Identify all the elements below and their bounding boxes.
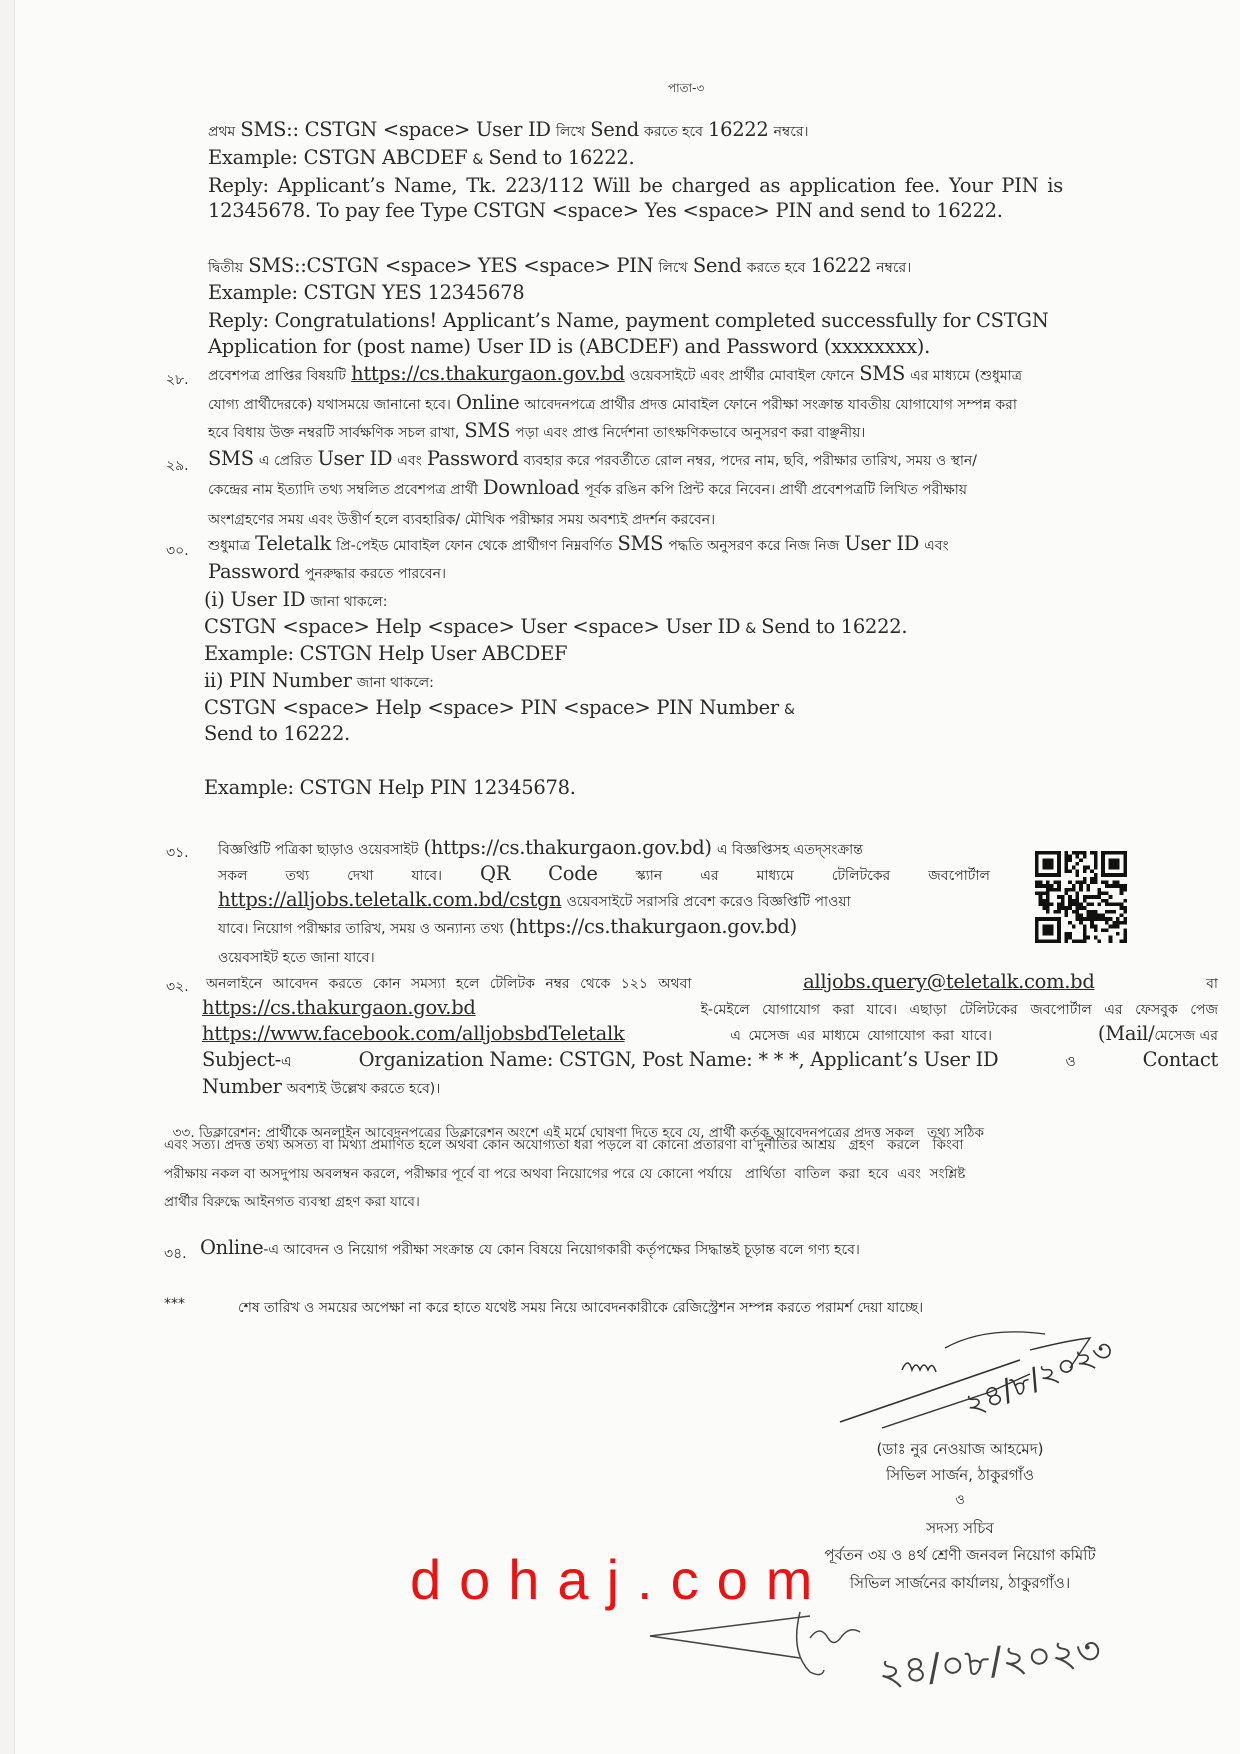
text: User ID	[317, 447, 393, 470]
text: এর মাধ্যমে (শুধুমাত্র	[910, 368, 1022, 384]
text: Number	[202, 1075, 282, 1098]
text: CSTGN <space> Help <space> PIN <space> PIN Number	[204, 696, 779, 719]
text: এ প্রেরিত	[258, 453, 313, 469]
item30-option-ii-example: Example: CSTGN Help PIN 12345678.	[204, 776, 576, 799]
text: Online	[456, 391, 520, 414]
text: সকল	[218, 868, 248, 884]
signatory-title-3: পূর্বতন ৩য় ও ৪র্থ শ্রেণী জনবল নিয়োগ কমিটি	[824, 1546, 1096, 1564]
text: Password	[208, 560, 300, 583]
text: 16222	[707, 118, 769, 141]
text: এ মেসেজ এর মাধ্যমে যোগাযোগ করা যাবে।	[730, 1028, 993, 1044]
text: QR	[480, 862, 511, 885]
note-marker: ***	[164, 1296, 185, 1312]
item30-option-ii-command-2: Send to 16222.	[204, 722, 350, 745]
second-sms-reply-2: Application for (post name) User ID is (ABCDEF) and Password (xxxxxxxx).	[208, 335, 930, 358]
signatory-and: ও	[955, 1493, 965, 1508]
text: CSTGN <space> Help <space> User <space> User ID	[204, 615, 741, 638]
item30-line1	[208, 532, 949, 558]
text: বিজ্ঞপ্তিটি পত্রিকা ছাড়াও ওয়েবসাইট	[218, 842, 419, 858]
text: প্রি-পেইড মোবাইল ফোন থেকে প্রার্থীগণ নিম্নবর্ণিত	[336, 538, 613, 554]
item-number: ২৯.	[166, 458, 189, 474]
item-number: ২৮.	[166, 372, 189, 388]
text: কেন্দ্রের নাম ইত্যাদি তথ্য সম্বলিত প্রবেশপত্র প্রার্থী	[208, 482, 478, 498]
text: SMS	[617, 532, 664, 555]
text: নম্বরে।	[773, 124, 809, 140]
text: এ	[280, 1054, 292, 1070]
scan-edge	[0, 0, 15, 1754]
facebook-link[interactable]: https://www.facebook.com/alljobsbdTeletalk	[202, 1022, 625, 1045]
item30-option-i-command	[204, 615, 907, 638]
item34-line1	[200, 1236, 860, 1262]
text: শুধুমাত্র	[208, 538, 251, 554]
text: Reply: Applicant’s Name, Tk. 223/112 Will be charged as application fee. Your PIN is	[208, 174, 1063, 197]
signatory-title-1: সিভিল সার্জন, ঠাকুরগাঁও	[885, 1466, 1035, 1484]
note-text: শেষ তারিখ ও সময়ের অপেক্ষা না করে হাতে যথেষ্ট সময় নিয়ে আবেদনকারীকে রেজিস্ট্রেশন সম্পন্ন করতে পরামর্শ দেয়া যাচ্ছে।	[238, 1300, 924, 1316]
text: Organization Name: CSTGN, Post Name: * * *, Applicant’s User ID	[358, 1048, 999, 1071]
text: আবেদনপত্রে প্রার্থীর প্রদত্ত মোবাইল ফোনে পরীক্ষা সংক্রান্ত যাবতীয় যোগাযোগ সম্পন্ন করা	[524, 397, 1017, 413]
text: SMS	[208, 447, 254, 470]
watermark: dohaj.com	[410, 1548, 831, 1611]
item31-line5: ওয়েবসাইট হতে জানা যাবে।	[218, 950, 375, 966]
text: এ বিজ্ঞপ্তিসহ এতদ্‌সংক্রান্ত	[716, 842, 863, 858]
item30-option-ii	[204, 669, 434, 695]
item33-line3: পরীক্ষায় নকল বা অসদুপায় অবলম্বন করলে, পরীক্ষার পূর্বে বা পরে অথবা নিয়োগের পরে যে কোনো পর্যায়ে প্রার্থিতা বাতিল করা হবে এবং সংশ্লিষ্ট	[164, 1166, 966, 1182]
text: যাবে।	[411, 868, 443, 884]
text: মেসেজ এর	[1154, 1028, 1218, 1044]
text: Example: CSTGN ABCDEF	[208, 146, 468, 169]
item-number: ৩৪.	[164, 1246, 187, 1262]
text: তথ্য	[285, 868, 310, 884]
text: অনলাইনে আবেদন করতে কোন সমস্যা হলে টেলিটক নম্বর থেকে ১২১ অথবা	[206, 976, 692, 992]
website-link[interactable]: https://cs.thakurgaon.gov.bd	[202, 996, 476, 1019]
text: ও	[1065, 1054, 1076, 1070]
item-number: ৩০.	[166, 543, 189, 559]
text: &	[783, 702, 795, 718]
text: দেখা	[347, 868, 374, 884]
item33-line2: এবং সত্য। প্রদত্ত তথ্য অসত্য বা মিথ্যা প্রমাণিত হলে অথবা কোন অযোগ্যতা ধরা পড়লে বা কোনো প্রতারণা বা দুর্নীতির আশ্রয় গ্রহণ করলে কিংবা	[164, 1137, 964, 1153]
text: জবপোর্টাল	[928, 868, 990, 884]
page-label: পাতা-৩	[668, 81, 705, 95]
signature-date-1: ২৪/৮/২০২৩	[959, 1332, 1119, 1424]
text: এর	[700, 868, 719, 884]
signatory-name: (ডাঃ নুর নেওয়াজ আহমেদ)	[876, 1440, 1044, 1458]
text: ii) PIN Number	[204, 669, 352, 692]
text: এবং	[924, 538, 949, 554]
item28-line3	[208, 419, 865, 445]
signature-2	[640, 1598, 1120, 1718]
text: ই-মেইলে যোগাযোগ করা যাবে। এছাড়া টেলিটকের জবপোর্টাল এর ফেসবুক পেজ	[700, 1002, 1218, 1018]
text: SMS	[859, 362, 906, 385]
website-link[interactable]: (https://cs.thakurgaon.gov.bd)	[423, 836, 712, 859]
item29-line1	[208, 447, 977, 473]
text: Download	[482, 476, 580, 499]
text: SMS::CSTGN <space> YES <space> PIN	[248, 254, 654, 277]
email-link[interactable]: alljobs.query@teletalk.com.bd	[803, 970, 1095, 993]
text: Send	[590, 118, 639, 141]
text: বা	[1206, 976, 1218, 992]
text: User ID	[844, 532, 920, 555]
second-sms-example: Example: CSTGN YES 12345678	[208, 281, 525, 304]
text: ডিক্লারেশন: প্রার্থীকে অনলাইন আবেদনপত্রের ডিক্লারেশন অংশে এই মর্মে ঘোষণা দিতে হবে যে, প্রার্থী কর্তৃক আবেদনপত্রের প্রদত্ত সকল তথ্য সঠিক	[198, 1125, 984, 1141]
text: জানা থাকলে:	[356, 675, 434, 691]
text: Send to 16222.	[761, 615, 908, 638]
item29-line3: অংশগ্রহণের সময় এবং উত্তীর্ণ হলে ব্যবহারিক/ মৌখিক পরীক্ষার সময় অবশ্যই প্রদর্শন করবেন।	[208, 512, 716, 528]
second-sms-line	[208, 254, 911, 280]
text: Code	[548, 862, 598, 885]
text: করতে হবে	[746, 260, 806, 276]
item30-line2	[208, 560, 446, 586]
text: Subject-	[202, 1048, 281, 1071]
text: ব্যবহার করে পরবর্তীতে রোল নম্বর, পদের নাম, ছবি, পরীক্ষার তারিখ, সময় ও স্থান/	[523, 453, 977, 469]
signatory-title-4: সিভিল সার্জনের কার্যালয়, ঠাকুরগাঁও।	[849, 1574, 1071, 1592]
text: SMS:: CSTGN <space> User ID	[240, 118, 551, 141]
text: SMS	[464, 419, 511, 442]
text: যোগ্য প্রার্থীদেরকে) যথাসময়ে জানানো হবে।	[208, 397, 451, 413]
text: পড়া এবং প্রাপ্ত নির্দেশনা তাৎক্ষণিকভাবে অনুসরণ করা বাঞ্ছনীয়।	[515, 425, 866, 441]
text: লিখে	[555, 124, 586, 140]
text: করতে হবে	[644, 124, 703, 140]
item29-line2	[208, 476, 967, 502]
text: -এ আবেদন ও নিয়োগ পরীক্ষা সংক্রান্ত যে কোন বিষয়ে নিয়োগকারী কর্তৃপক্ষের সিদ্ধান্তই চূড়ান্ত বলে গণ্য হবে।	[263, 1242, 860, 1258]
item31-line3	[218, 888, 851, 914]
text: ওয়েবসাইটে সরাসরি প্রবেশ করেও বিজ্ঞপ্তিটি পাওয়া	[566, 894, 851, 910]
item33-line4: প্রার্থীর বিরুদ্ধে আইনগত ব্যবস্থা গ্রহণ করা যাবে।	[164, 1194, 420, 1210]
text: (i) User ID	[204, 588, 306, 611]
item32-line1	[206, 970, 1218, 996]
text: প্রথম	[208, 124, 236, 140]
teletalk-link[interactable]: https://alljobs.teletalk.com.bd/cstgn	[218, 888, 562, 911]
first-sms-reply-2: 12345678. To pay fee Type CSTGN <space> Yes <space> PIN and send to 16222.	[208, 199, 1003, 222]
signature-1	[830, 1330, 1119, 1440]
text: Online	[200, 1236, 264, 1259]
item-number: ৩১.	[166, 845, 189, 861]
item32-line4	[202, 1048, 1218, 1074]
text: স্ক্যান	[635, 868, 663, 884]
item-number: ৩৩.	[172, 1125, 195, 1141]
text: এবং	[397, 453, 422, 469]
second-sms-reply-1: Reply: Congratulations! Applicant’s Name, payment completed successfully for CSTGN	[208, 309, 1049, 332]
text: ওয়েবসাইটে এবং প্রার্থীর মোবাইল ফোনে	[629, 368, 855, 384]
text: Contact	[1142, 1048, 1218, 1071]
text: পূর্বক রঙিন কপি প্রিন্ট করে নিবেন। প্রার্থী প্রবেশপত্রটি লিখিত পরীক্ষায়	[584, 482, 968, 498]
signatory-title-2: সদস্য সচিব	[926, 1519, 994, 1537]
text: Send to 16222.	[488, 146, 635, 169]
text: টেলিটকের	[831, 868, 891, 884]
item-number: ৩২.	[166, 979, 189, 995]
text: যাবে। নিয়োগ পরীক্ষার তারিখ, সময় ও অন্যান্য তথ্য	[218, 921, 504, 937]
text: পদ্ধতি অনুসরণ করে নিজ নিজ	[668, 538, 840, 554]
text: প্রবেশপত্র প্রাপ্তির বিষয়টি	[208, 368, 346, 384]
text: দ্বিতীয়	[208, 260, 244, 276]
item28-line1	[208, 362, 1022, 388]
qr-code-icon[interactable]	[1035, 851, 1127, 943]
item28-line2	[208, 391, 1017, 417]
item32-line2	[202, 996, 1218, 1022]
signature-date-2: ২৪/০৮/২০২৩	[876, 1627, 1103, 1695]
website-link[interactable]: https://cs.thakurgaon.gov.bd	[351, 362, 625, 385]
item31-line1	[218, 836, 863, 862]
text: Send	[692, 254, 742, 277]
text: (Mail/	[1097, 1022, 1155, 1045]
text: অবশ্যই উল্লেখ করতে হবে)।	[286, 1081, 441, 1097]
website-link[interactable]: (https://cs.thakurgaon.gov.bd)	[508, 915, 797, 938]
text: 16222	[810, 254, 872, 277]
item32-line5	[202, 1075, 440, 1101]
item30-option-ii-command	[204, 696, 795, 719]
text: Password	[426, 447, 519, 470]
text: জানা থাকলে:	[310, 594, 388, 610]
first-sms-reply-1	[208, 174, 1218, 197]
text: লিখে	[658, 260, 688, 276]
text: পুনরুদ্ধার করতে পারবেন।	[304, 566, 447, 582]
first-sms-example	[208, 146, 634, 169]
text: Teletalk	[255, 532, 332, 555]
item31-line2	[218, 862, 990, 888]
text: &	[472, 152, 484, 168]
first-sms-line	[208, 118, 809, 144]
text: মাধ্যমে	[756, 868, 794, 884]
text: হবে বিধায় উক্ত নম্বরটি সার্বক্ষণিক সচল রাখা,	[208, 425, 460, 441]
text: &	[745, 621, 757, 637]
text: নম্বরে।	[876, 260, 912, 276]
item31-line4	[218, 915, 797, 941]
item30-option-i	[204, 588, 387, 614]
item32-line3	[202, 1022, 1218, 1048]
item30-option-i-example: Example: CSTGN Help User ABCDEF	[204, 642, 568, 665]
